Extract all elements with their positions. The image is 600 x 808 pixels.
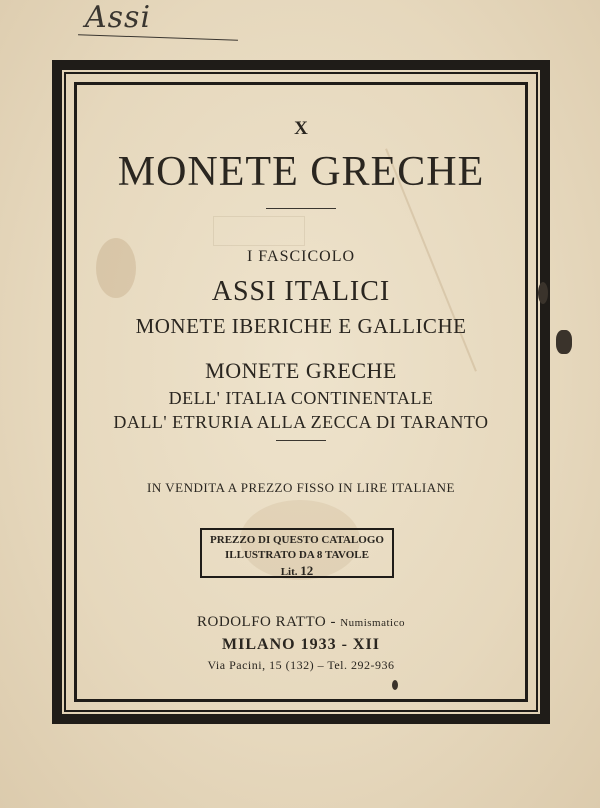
handwritten-note: Assi bbox=[85, 0, 152, 35]
price-line-1: PREZZO DI QUESTO CATALOGO bbox=[210, 534, 384, 546]
price-line-2: ILLUSTRATO DA 8 TAVOLE bbox=[225, 549, 369, 561]
divider bbox=[266, 208, 336, 209]
heading: ASSI ITALICI bbox=[211, 276, 391, 307]
publisher-role: Numismatico bbox=[340, 617, 405, 629]
catalog-title: MONETE GRECHE bbox=[117, 149, 485, 195]
section-line-2: DALL' ETRURIA ALLA ZECCA DI TARANTO bbox=[113, 412, 489, 432]
divider bbox=[276, 440, 326, 441]
volume-number: X bbox=[294, 118, 308, 139]
section-title: MONETE GRECHE bbox=[205, 358, 397, 383]
publisher-line bbox=[80, 614, 522, 631]
faded-stamp bbox=[213, 216, 305, 246]
publisher-name: RODOLFO RATTO bbox=[197, 614, 327, 630]
fascicolo-label: I FASCICOLO bbox=[246, 248, 356, 265]
ink-spot bbox=[538, 282, 548, 304]
sale-note: IN VENDITA A PREZZO FISSO IN LIRE ITALIANE bbox=[147, 480, 455, 495]
ink-spot bbox=[392, 680, 398, 690]
price-value: 12 bbox=[300, 563, 314, 578]
cover-content bbox=[80, 88, 522, 696]
price-prefix: Lit. bbox=[280, 566, 298, 578]
price-box bbox=[200, 528, 394, 578]
address: Via Pacini, 15 (132) – Tel. 292-936 bbox=[207, 658, 395, 672]
city-year: MILANO 1933 - XII bbox=[222, 636, 380, 653]
subheading: MONETE IBERICHE E GALLICHE bbox=[135, 314, 467, 338]
publisher-separator: - bbox=[326, 614, 341, 630]
handwritten-underline bbox=[78, 34, 238, 41]
ink-spot bbox=[556, 330, 572, 354]
section-line-1: DELL' ITALIA CONTINENTALE bbox=[168, 388, 434, 408]
price-line-3 bbox=[202, 563, 392, 580]
